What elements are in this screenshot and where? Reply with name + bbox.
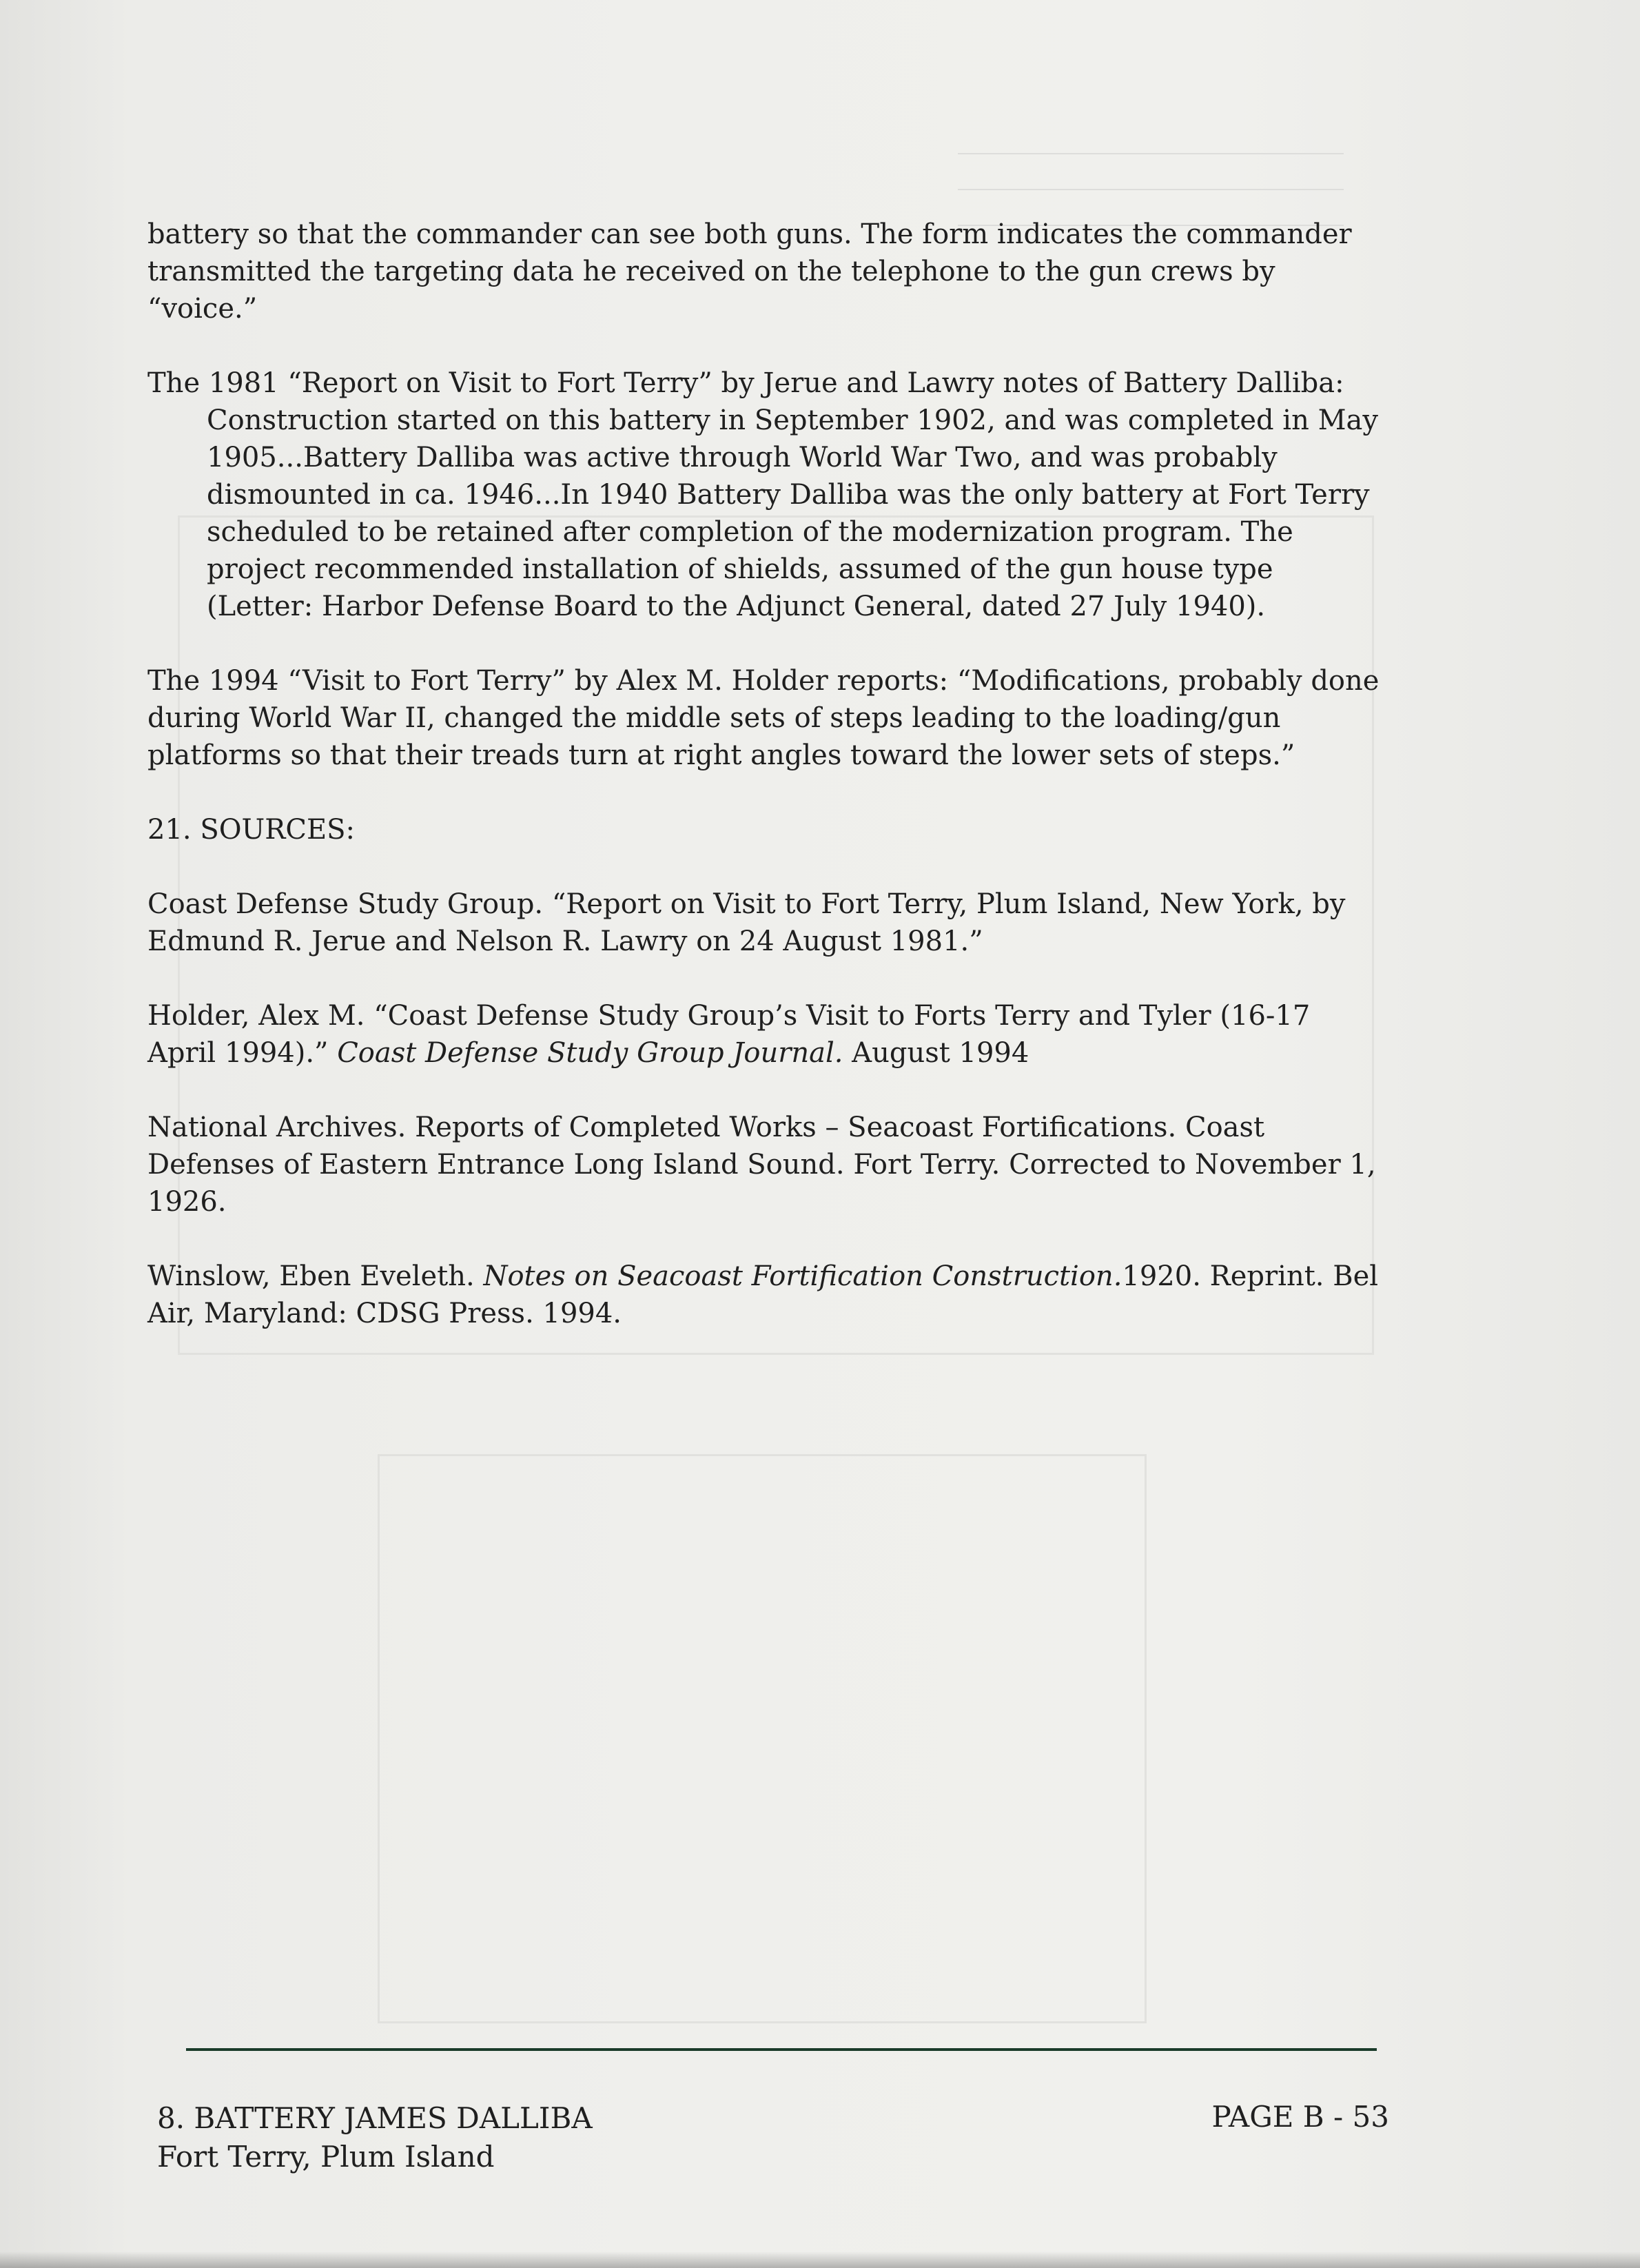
footer-location: Fort Terry, Plum Island — [157, 2140, 495, 2174]
paragraph-1994-visit: The 1994 “Visit to Fort Terry” by Alex M. Holder reports: “Modifications, probably done during World War II, changed the middle sets of steps leading to the loading/gun platforms so that their treads turn at right angles toward the lower sets of steps.” — [147, 665, 1380, 771]
source-coast-defense-study-group: Coast Defense Study Group. “Report on Visit to Fort Terry, Plum Island, New York, by Edmund R. Jerue and Nelson R. Lawry on 24 August 1981.” — [147, 888, 1346, 957]
footer-title: 8. BATTERY JAMES DALLIBA — [157, 2101, 593, 2135]
paragraph-1981-report: The 1981 “Report on Visit to Fort Terry” by Jerue and Lawry notes of Battery Dalliba: — [147, 367, 1344, 399]
source-holder-journal: Coast Defense Study Group Journal. — [337, 1037, 843, 1069]
source-national-archives: National Archives. Reports of Completed Works – Seacoast Fortifications. Coast Defenses of Eastern Entrance Long Island Sound. Fort Terry. Corrected to November 1, 1926. — [147, 1112, 1376, 1218]
bleed-through-line — [958, 189, 1344, 190]
source-holder-date: August 1994 — [843, 1037, 1029, 1069]
source-winslow — [147, 1258, 1381, 1332]
bleed-through-line — [958, 153, 1344, 154]
source-winslow-publication: 1920. Reprint. Bel Air, Maryland: CDSG Press. 1994. — [147, 1260, 1379, 1329]
sources-heading: 21. SOURCES: — [147, 814, 356, 846]
source-winslow-author: Winslow, Eben Eveleth. — [147, 1260, 484, 1292]
footer-left — [157, 2099, 593, 2176]
scan-edge-shadow — [0, 2251, 1640, 2268]
page-number: PAGE B - 53 — [1211, 2100, 1389, 2134]
bleed-through-map-frame — [378, 1454, 1147, 2023]
source-winslow-title: Notes on Seacoast Fortification Construction. — [483, 1260, 1123, 1292]
footer-rule — [186, 2048, 1377, 2051]
source-holder — [147, 997, 1381, 1072]
paragraph-gun-commander: battery so that the commander can see both guns. The form indicates the commander transmitted the targeting data he received on the telephone to the gun crews by “voice.” — [147, 218, 1352, 325]
source-holder-author-title: Holder, Alex M. “Coast Defense Study Group’s Visit to Forts Terry and Tyler (16-17 April 1994).” — [147, 1000, 1311, 1069]
body-text — [147, 216, 1381, 1332]
block-quote-1981-report: Construction started on this battery in September 1902, and was completed in May 1905...Battery Dalliba was active through World War Two, and was probably dismounted in ca. 1946...In 1940 Battery Dalliba was the only battery at Fort Terry scheduled to be retained after completion of the modernization program. The project recommended installation of shields, assumed of the gun house type (Letter: Harbor Defense Board to the Adjunct General, dated 27 July 1940). — [207, 405, 1378, 622]
